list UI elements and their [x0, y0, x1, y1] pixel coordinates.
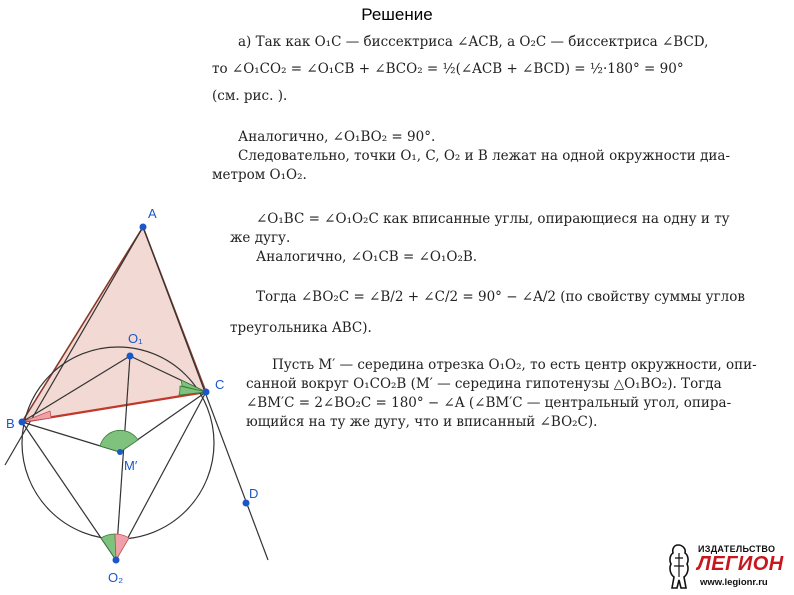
angle-mark-o2-green	[101, 534, 116, 560]
label-b: B	[6, 416, 15, 431]
logo-line-publisher: ИЗДАТЕЛЬСТВО	[698, 544, 776, 554]
paragraph-5	[246, 356, 786, 432]
text-line: (см. рис. ).	[212, 88, 288, 104]
text-line: то ∠O₁CO₂ = ∠O₁CB + ∠BCO₂ = ½(∠ACB + ∠BCD) = ½·180° = 90°	[212, 61, 684, 77]
publisher-logo	[664, 540, 790, 592]
point-o1	[127, 353, 134, 360]
paragraph-3	[230, 210, 782, 267]
text-line: же дугу.	[230, 230, 291, 246]
angle-mark-m	[100, 430, 138, 452]
text-line: Пусть M′ — середина отрезка O₁O₂, то есть центр окружности, опи-	[272, 357, 757, 373]
text-line: а) Так как O₁C — биссектриса ∠ACB, а O₂C — биссектриса ∠BCD,	[238, 34, 709, 50]
point-o2	[113, 557, 120, 564]
triangle-abc	[22, 227, 206, 422]
paragraph-1	[212, 33, 784, 106]
geometry-figure	[0, 190, 300, 595]
text-line: санной вокруг O₁CO₂B (M′ — середина гипотенузы △O₁BO₂). Тогда	[246, 376, 722, 392]
point-c	[203, 389, 210, 396]
text-line: Аналогично, ∠O₁CB = ∠O₁O₂B.	[256, 249, 478, 265]
paragraph-4	[230, 288, 782, 338]
label-a: A	[148, 206, 157, 221]
text-line: Следовательно, точки O₁, C, O₂ и B лежат на одной окружности диа-	[238, 148, 731, 164]
label-o2: O₂	[108, 570, 124, 585]
text-line: метром O₁O₂.	[212, 167, 307, 183]
slide-title: Решение	[361, 5, 433, 24]
label-m: M′	[124, 458, 138, 473]
text-line: треугольника ABC).	[230, 320, 372, 336]
text-line: Тогда ∠BO₂C = ∠B/2 + ∠C/2 = 90° − ∠A/2 (по свойству суммы углов	[256, 289, 745, 305]
point-a	[140, 224, 147, 231]
point-m	[117, 449, 123, 455]
warrior-emblem-icon	[664, 542, 694, 590]
logo-line-url: www.legionr.ru	[700, 577, 768, 588]
label-d: D	[249, 486, 259, 501]
logo-line-brand: ЛЕГИОН	[697, 553, 784, 575]
text-line: ющийся на ту же дугу, что и вписанный ∠BO₂C).	[246, 414, 598, 430]
text-line: ∠BM′C = 2∠BO₂C = 180° − ∠A (∠BM′C — центральный угол, опира-	[246, 395, 732, 411]
label-c: C	[215, 377, 225, 392]
point-b	[19, 419, 26, 426]
angle-mark-o2-pink	[115, 534, 129, 560]
text-line: ∠O₁BC = ∠O₁O₂C как вписанные углы, опирающиеся на одну и ту	[256, 211, 730, 227]
segment-c-o2	[116, 392, 206, 560]
text-line: Аналогично, ∠O₁BO₂ = 90°.	[238, 129, 436, 145]
paragraph-2	[212, 128, 784, 185]
label-o1: O₁	[128, 331, 143, 346]
